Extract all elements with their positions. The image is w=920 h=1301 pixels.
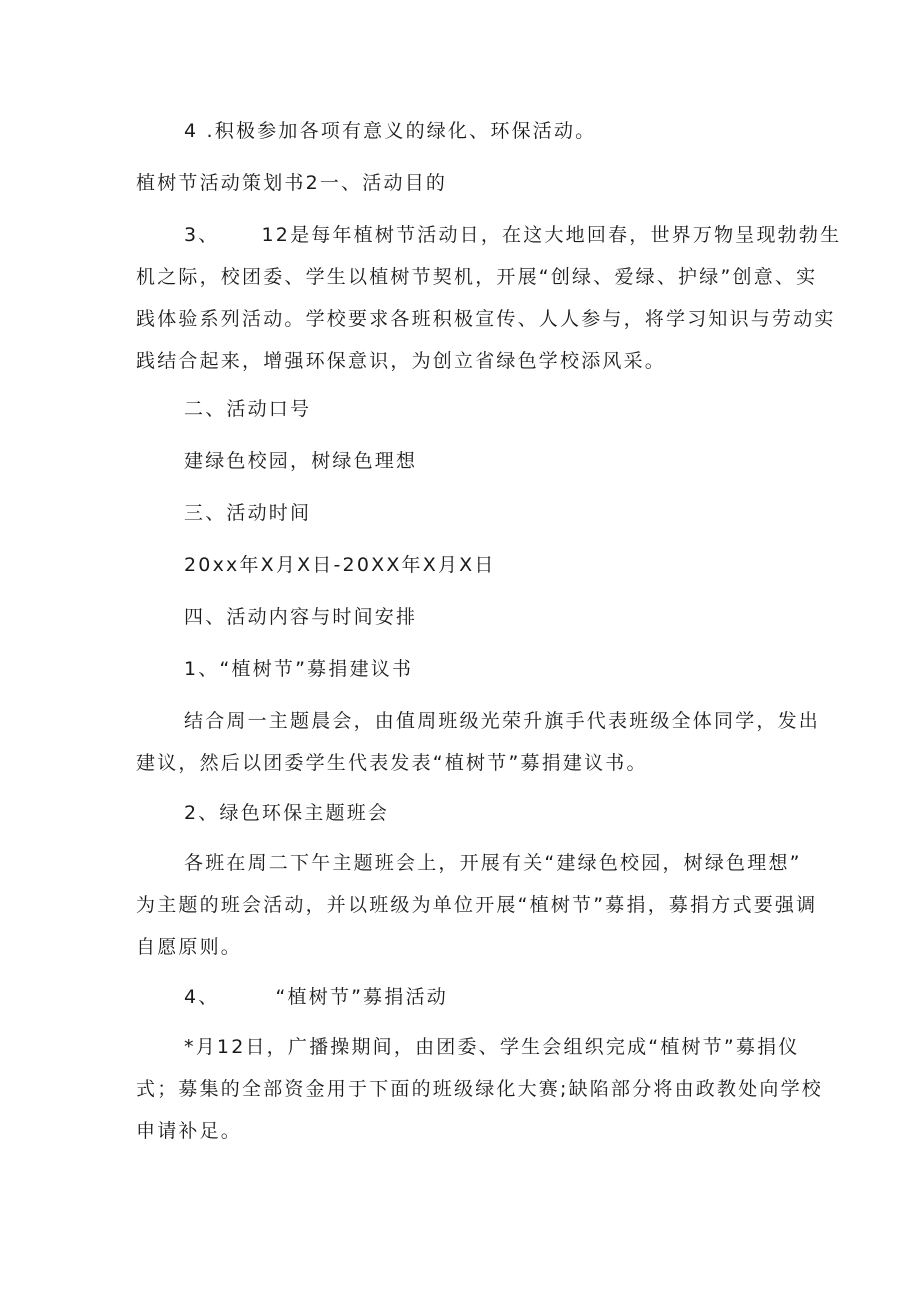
section-heading-content: 四、活动内容与时间安排	[184, 606, 418, 628]
date-range: 20xx年X月X日-20XX年X月X日	[184, 554, 496, 576]
list-item-4: 4 .积极参加各项有意义的绿化、环保活动。	[184, 120, 597, 142]
paragraph-line: 建议，然后以团委学生代表发表“植树节”募捐建议书。	[136, 752, 648, 774]
paragraph-line: 机之际，校团委、学生以植树节契机，开展“创绿、爱绿、护绿”创意、实	[136, 266, 818, 288]
paragraph-line: 式；募集的全部资金用于下面的班级绿化大赛;缺陷部分将由政教处向学校	[136, 1078, 824, 1100]
section-heading-slogan: 二、活动口号	[184, 398, 312, 420]
paragraph-text: 12是每年植树节活动日，在这大地回春，世界万物呈现勃勃生	[261, 224, 842, 246]
subheading-2: 2、绿色环保主题班会	[184, 802, 390, 824]
paragraph-line	[184, 214, 842, 256]
paragraph-line: 自愿原则。	[136, 936, 243, 958]
item-number: 4、	[184, 986, 220, 1008]
slogan-text: 建绿色校园，树绿色理想	[184, 450, 418, 472]
paragraph-line: 结合周一主题晨会，由值周班级光荣升旗手代表班级全体同学，发出	[184, 710, 821, 732]
section-title-plan-2: 植树节活动策划书2一、活动目的	[136, 172, 448, 194]
paragraph-line: 为主题的班会活动，并以班级为单位开展“植树节”募捐，募捐方式要强调	[136, 894, 818, 916]
subheading-text: “植树节”募捐活动	[275, 986, 448, 1008]
paragraph-line: 践结合起来，增强环保意识，为创立省绿色学校添风采。	[136, 350, 667, 372]
paragraph-line: 践体验系列活动。学校要求各班积极宣传、人人参与，将学习知识与劳动实	[136, 308, 836, 330]
subheading-4	[184, 976, 792, 1018]
paragraph-line: 各班在周二下午主题班会上，开展有关“建绿色校园，树绿色理想”	[184, 852, 802, 874]
subheading-1: 1、“植树节”募捐建议书	[184, 658, 414, 680]
item-number: 3、	[184, 224, 220, 246]
section-heading-time: 三、活动时间	[184, 502, 312, 524]
paragraph-line: *月12日，广播操期间，由团委、学生会组织完成“植树节”募捐仪	[184, 1036, 800, 1058]
paragraph-line: 申请补足。	[136, 1120, 243, 1142]
